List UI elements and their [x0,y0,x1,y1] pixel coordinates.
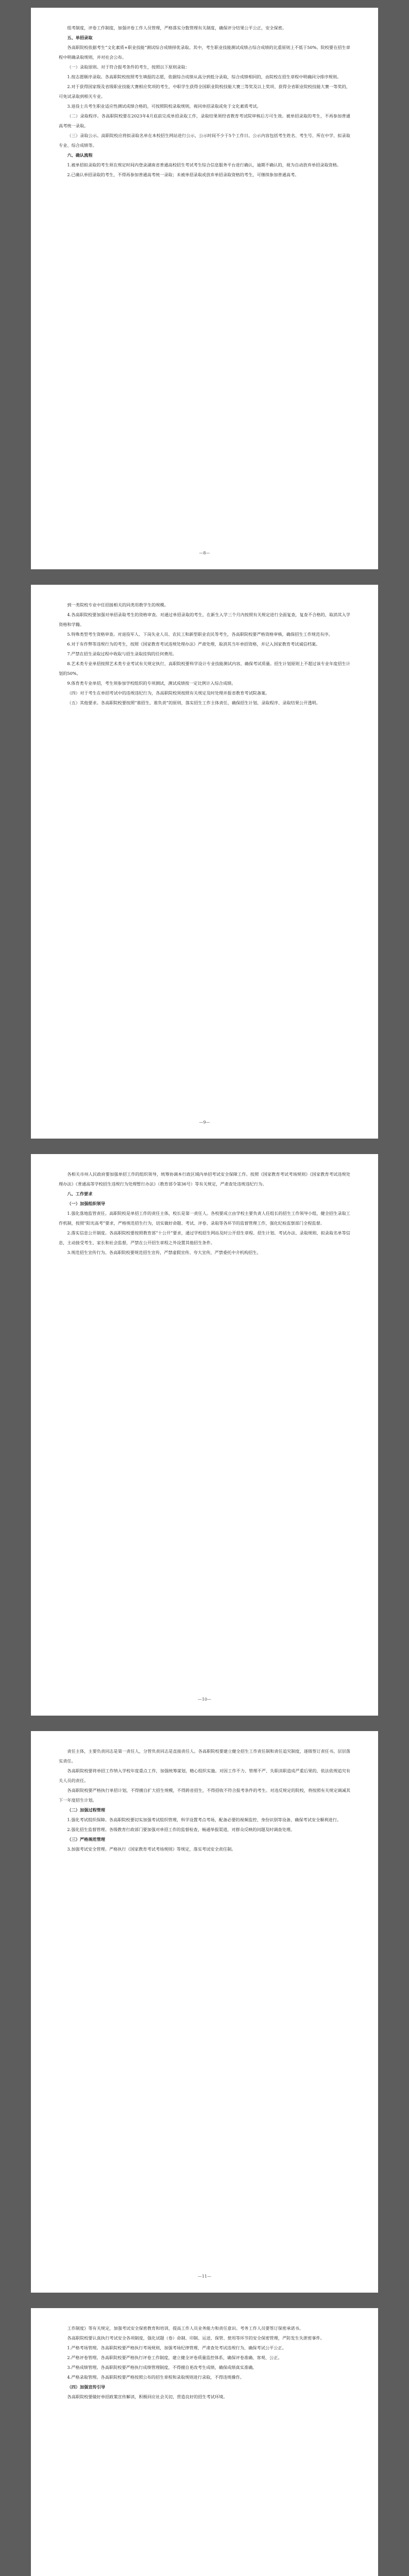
page-number: —9— [199,1120,210,1125]
paragraph: 1.强化考试组织保障。各高职院校要切实加强考试组织管理，科学设置考点考场，配备必要的视频监控、身份识别等设备，确保考试安全顺利进行。 [67,1817,342,1822]
paragraph: 4.严格录取管理。各高职院校要严格按照公布的招生章程和录取规则进行录取，不得违规操作。 [67,2375,244,2380]
paragraph: 9.体育类专业单招，考生须参加学校组织的专项测试，测试成绩按一定比例计入综合成绩。 [67,681,236,686]
paragraph: （三）录取公示。高职院校应将拟录取名单在本校招生网站进行公示，公示时间不少于5个工作日。公示内容包括考生姓名、考生号、所在中学、拟录取专业、综合成绩等。 [59,133,350,148]
paragraph: 1.按志愿顺序录取。各高职院校按照考生填报的志愿，依据综合成绩从高分到低分录取，综合成绩相同的，由院校在招生章程中明确同分排序规则。 [67,74,342,79]
paragraph: 工作制度》等有关规定，加强考试安全保密教育和培训，提高工作人员业务能力和责任意识。考务工作人员要签订保密承诺书。 [67,2326,303,2331]
paragraph: 各高职院校要做好单招政策宣传解读，积极回应社会关切，营造良好的招生考试环境。 [67,2394,228,2399]
page-number: —10— [197,1697,212,1702]
paragraph: （一）录取原则。对于符合报考条件的考生，按照以下原则录取： [67,64,190,70]
paragraph: 各高职院校要严格执行单招计划，不得擅自扩大招生规模，不得跨省招生，不得招收不符合报考条件的考生。对违反规定的院校，将按照有关规定调减其下一年度招生计划。 [59,1788,350,1803]
paragraph: 2.严格评卷管理。各高职院校要严格执行评卷工作制度，建立健全评卷质量监控体系，确保评卷准确、客观、公正。 [67,2355,282,2360]
section-heading: 六、确认流程 [67,152,93,158]
document-page [31,2308,378,2576]
paragraph: 2.已确认单招录取的考生，不得再参加普通高考统一录取；未被单招录取或放弃单招录取资格的考生，可继续参加普通高考。 [67,172,299,177]
paragraph: （五）其他要求。各高职院校要按照“谁招生、谁负责”的原则，落实招生工作主体责任，确保招生计划、录取程序、录取结果公开透明。 [67,700,320,705]
subsection-heading: （三）严格规范管理 [67,1837,106,1842]
paragraph: 到一类院校专业中任招接相关的同类用教学生的规模。 [67,602,168,607]
paragraph: 组考制度，评卷工作制度，加强评卷工作人员管理，严格落实分数管理有关制度，确保评分结果公平公正，安全保密。 [67,25,287,30]
paragraph: 1.被单招拟录取的考生须在规定时间内登录湖南省普通高校招生考试考生综合信息服务平台进行确认，逾期不确认的，视为自动放弃单招录取资格。 [67,162,342,167]
paragraph: 1.强化落地监管责任。高职院校是单招工作的责任主体，校长是第一责任人。各校要成立由学校主要负责人任组长的招生工作领导小组，健全招生录取工作机制，按照“阳光高考”要求，严格规范招生行为，切实做好命题、考试、评卷、录取等各环节的监督管理工作，强化纪检监察部门全程监督。 [59,1211,350,1226]
paragraph: 3.退役士兵考生职业适应性测试成绩合格的，可按照院校录取规则，视同单招录取或免于文化素质考试。 [67,104,261,109]
subsection-heading: （二）加强过程管理 [67,1807,106,1812]
paragraph: （四）对于考生在单招考试中的违规违纪行为，各高职院校须按照有关规定及时处理并报省教育考试院备案。 [67,690,270,696]
paragraph: 各高职院校要将单招工作纳入学校年度重点工作，加强统筹谋划，精心组织实施。对因工作不力、管理不严、失职渎职造成严重后果的，依法依规追究有关人员的责任。 [59,1768,350,1783]
document-page [31,8,378,569]
paragraph: 3.加强考试安全管理。严格执行《国家教育考试考场规则》等规定，落实考试安全责任制。 [67,1846,236,1852]
paragraph: 责任主体，主要负责同志是第一责任人，分管负责同志是直接责任人。各高职院校要建立健全招生工作责任制和责任追究制度，逐级签订责任书，层层落实责任。 [59,1749,350,1764]
document-page [31,1154,378,1716]
section-heading: 五、单招录取 [67,35,93,40]
document-page [31,585,378,1139]
page-number: —11— [197,2274,212,2279]
paragraph: 2.对于获得国家级及省级职业技能大赛相应奖项的考生，中职学生获得全国职业院校技能大赛三等奖及以上奖项、获得全省职业院校技能大赛一等奖的，可免试录取到相关专业。 [59,84,350,99]
paragraph: 各高职院校要认真执行考试安全各项制度，强化试题（卷）命制、印制、运送、保管、使用等环节的安全保密管理，严防发生失泄密事件。 [67,2335,325,2341]
document-page [31,1731,378,2293]
paragraph: 各高职院校依据考生“文化素质+职业技能”测试综合成绩择优录取。其中，考生职业技能测试成绩占综合成绩的比重原则上不低于50%。院校要在招生章程中明确录取规则，并对社会公布。 [59,45,350,60]
subsection-heading: （四）加强宣传引导 [67,2384,106,2389]
paragraph: 各相关市州人民政府要加强单招工作的组织领导，统筹协调本行政区域内单招考试安全保障工作。按照《国家教育考试考场规则》《国家教育考试违规处理办法》《普通高等学校招生违规行为处理暂行办法》（教育部令第36号）等有关规定，严肃查处违规违纪行为。 [59,1172,350,1187]
paragraph: 3.严格成绩管理。各高职院校要严格执行成绩管理制度，不得擅自更改考生成绩，确保成绩真实准确。 [67,2365,257,2370]
paragraph: 2.强化招生监督管理。各级教育行政部门要加强对单招工作的监督检查，畅通举报渠道，对群众反映的问题及时调查处理。 [67,1827,295,1832]
paragraph: 4.各高职院校要加强对单招录取考生的资格审查。对通过单招录取的考生，在新生入学三个月内按照有关规定进行全面复查，复查不合格的，取消其入学资格和学籍。 [59,612,350,627]
paragraph: 3.规范招生宣传行为。各高职院校要规范招生宣传，严禁虚假宣传、夸大宣传，严禁委托中介机构招生。 [67,1250,261,1255]
paragraph: 6.对于有作弊等违规行为的考生，按照《国家教育考试违规处理办法》严肃处理，取消其当年单招资格，并记入国家教育考试诚信档案。 [67,641,320,647]
page-number: —8— [199,551,210,555]
subsection-heading: （一）加强组织领导 [67,1201,106,1206]
section-heading: 八、工作要求 [67,1191,93,1196]
paragraph: 1.严格考场管理。各高职院校要严格执行考场规则，加强考场纪律管理，严肃查处考试违规行为，确保考试公平公正。 [67,2345,286,2350]
paragraph: 8.艺术类专业单招按照艺术类专业考试有关规定执行，高职院校要科学设计专业技能测试内容，确保考试质量。招生计划原则上不超过该专业年度招生计划的50%。 [59,661,350,676]
paragraph: 2.落实信息公开制度。各高职院校要按照教育部“十公开”要求，通过学校招生网站及时公开招生章程、招生计划、考试办法、录取规则、拟录取名单等信息，主动接受考生、家长和社会监督，严禁在公开招生章程之外设置其他招生条件。 [59,1230,350,1245]
paragraph: 7.严禁在招生录取过程中收取与招生录取挂钩的任何费用。 [67,651,177,656]
paragraph: 5.特殊类型考生资格审查。对退役军人、下岗失业人员、农民工和新型职业农民等考生，各高职院校要严格资格审核，确保招生工作规范有序。 [67,632,333,637]
paragraph: （二）录取程序。各高职院校要在2023年4月底前完成单招录取工作，录取结果须经省教育考试院审核后方可生效。被单招录取的考生，不再参加普通高考统一录取。 [59,113,350,128]
